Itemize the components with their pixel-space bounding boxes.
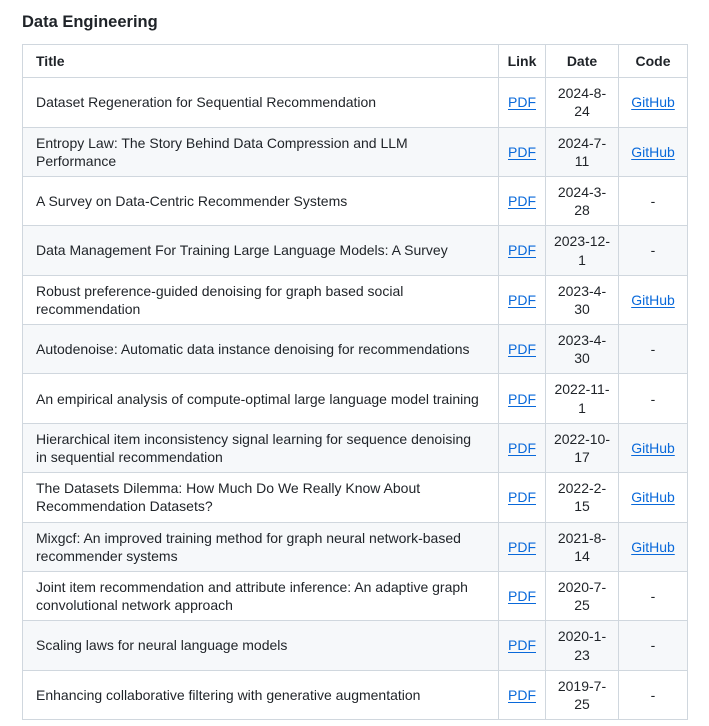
paper-title: Joint item recommendation and attribute inference: An adaptive graph convolutional network approach [36,578,468,614]
title-cell [23,325,499,374]
paper-table-body [23,78,688,720]
code-cell [619,670,688,719]
paper-title: An empirical analysis of compute-optimal large language model training [36,390,479,407]
paper-date: 2021-8-14 [557,529,607,564]
paper-title: Mixgcf: An improved training method for graph neural network-based recommender systems [36,529,461,564]
paper-date: 2024-3-28 [557,183,607,219]
title-cell [23,226,499,275]
header-row [23,45,688,78]
code-cell [619,127,688,176]
pdf-link[interactable]: PDF [508,143,536,160]
table-row [23,473,688,522]
paper-date: 2024-8-24 [557,85,607,120]
title-cell [23,571,499,620]
column-header-code: Code [619,45,688,78]
paper-title: Robust preference-guided denoising for graph based social recommendation [36,282,404,317]
date-cell [546,374,619,423]
paper-date: 2020-1-23 [557,628,607,663]
no-code-dash: - [650,341,656,358]
link-cell [499,325,546,374]
table-row [23,522,688,571]
title-cell [23,670,499,719]
link-cell [499,176,546,225]
paper-title: A Survey on Data-Centric Recommender Systems [36,193,348,210]
no-code-dash: - [650,637,656,654]
no-code-dash: - [650,686,656,703]
title-cell [23,78,499,127]
code-cell [619,621,688,670]
paper-title: Scaling laws for neural language models [36,637,288,654]
title-cell [23,473,499,522]
no-code-dash: - [650,242,656,259]
table-header [23,45,688,78]
no-code-dash: - [650,390,656,407]
github-link[interactable]: GitHub [631,489,675,506]
pdf-link[interactable]: PDF [508,538,536,555]
date-cell [546,226,619,275]
link-cell [499,374,546,423]
github-link[interactable]: GitHub [631,538,675,555]
code-cell [619,325,688,374]
paper-title: Dataset Regeneration for Sequential Recommendation [36,94,377,111]
link-cell [499,670,546,719]
title-cell [23,176,499,225]
pdf-link[interactable]: PDF [508,390,536,407]
title-cell [23,522,499,571]
table-row [23,670,688,719]
date-cell [546,176,619,225]
table-row [23,127,688,176]
code-cell [619,176,688,225]
table-row [23,621,688,670]
code-cell [619,571,688,620]
paper-title: Hierarchical item inconsistency signal learning for sequence denoising in sequential recommendation [36,430,472,465]
paper-date: 2022-11-1 [554,381,610,416]
link-cell [499,226,546,275]
link-cell [499,78,546,127]
no-code-dash: - [650,193,656,210]
table-row [23,176,688,225]
table-row [23,275,688,324]
date-cell [546,522,619,571]
paper-date: 2019-7-25 [557,677,607,712]
github-link[interactable]: GitHub [631,291,675,308]
paper-title: Enhancing collaborative filtering with generative augmentation [36,686,421,703]
pdf-link[interactable]: PDF [508,242,536,259]
title-cell [23,621,499,670]
date-cell [546,275,619,324]
link-cell [499,571,546,620]
code-cell [619,473,688,522]
title-cell [23,423,499,472]
code-cell [619,78,688,127]
link-cell [499,127,546,176]
table-row [23,374,688,423]
github-link[interactable]: GitHub [631,439,675,456]
table-row [23,423,688,472]
pdf-link[interactable]: PDF [508,686,536,703]
paper-title: Data Management For Training Large Language Models: A Survey [36,242,448,259]
pdf-link[interactable]: PDF [508,588,536,605]
column-header-title: Title [23,45,499,78]
paper-date: 2024-7-11 [557,134,607,169]
table-row [23,78,688,127]
paper-date: 2023-4-30 [557,282,607,317]
code-cell [619,275,688,324]
title-cell [23,374,499,423]
code-cell [619,226,688,275]
paper-date: 2023-4-30 [557,332,607,367]
code-cell [619,423,688,472]
link-cell [499,621,546,670]
pdf-link[interactable]: PDF [508,94,536,111]
date-cell [546,423,619,472]
pdf-link[interactable]: PDF [508,341,536,358]
paper-date: 2023-12-1 [553,233,611,268]
paper-date: 2020-7-25 [557,578,607,614]
code-cell [619,374,688,423]
pdf-link[interactable]: PDF [508,193,536,210]
link-cell [499,423,546,472]
column-header-link: Link [499,45,546,78]
title-cell [23,127,499,176]
paper-title: Entropy Law: The Story Behind Data Compression and LLM Performance [36,134,408,169]
date-cell [546,621,619,670]
pdf-link[interactable]: PDF [508,439,536,456]
title-cell [23,275,499,324]
code-cell [619,522,688,571]
table-row [23,571,688,620]
paper-title: Autodenoise: Automatic data instance denoising for recommendations [36,341,470,358]
date-cell [546,670,619,719]
link-cell [499,522,546,571]
column-header-date: Date [546,45,619,78]
date-cell [546,571,619,620]
paper-date: 2022-2-15 [557,480,607,515]
date-cell [546,325,619,374]
pdf-link[interactable]: PDF [508,291,536,308]
date-cell [546,473,619,522]
link-cell [499,473,546,522]
paper-date: 2022-10-17 [553,430,611,465]
pdf-link[interactable]: PDF [508,489,536,506]
pdf-link[interactable]: PDF [508,637,536,654]
date-cell [546,78,619,127]
date-cell [546,127,619,176]
github-link[interactable]: GitHub [631,94,675,111]
papers-table [22,44,688,720]
table-row [23,325,688,374]
table-row [23,226,688,275]
github-link[interactable]: GitHub [631,143,675,160]
paper-title: The Datasets Dilemma: How Much Do We Really Know About Recommendation Datasets? [36,480,421,515]
section-heading: Data Engineering [22,13,158,31]
link-cell [499,275,546,324]
no-code-dash: - [650,588,656,605]
